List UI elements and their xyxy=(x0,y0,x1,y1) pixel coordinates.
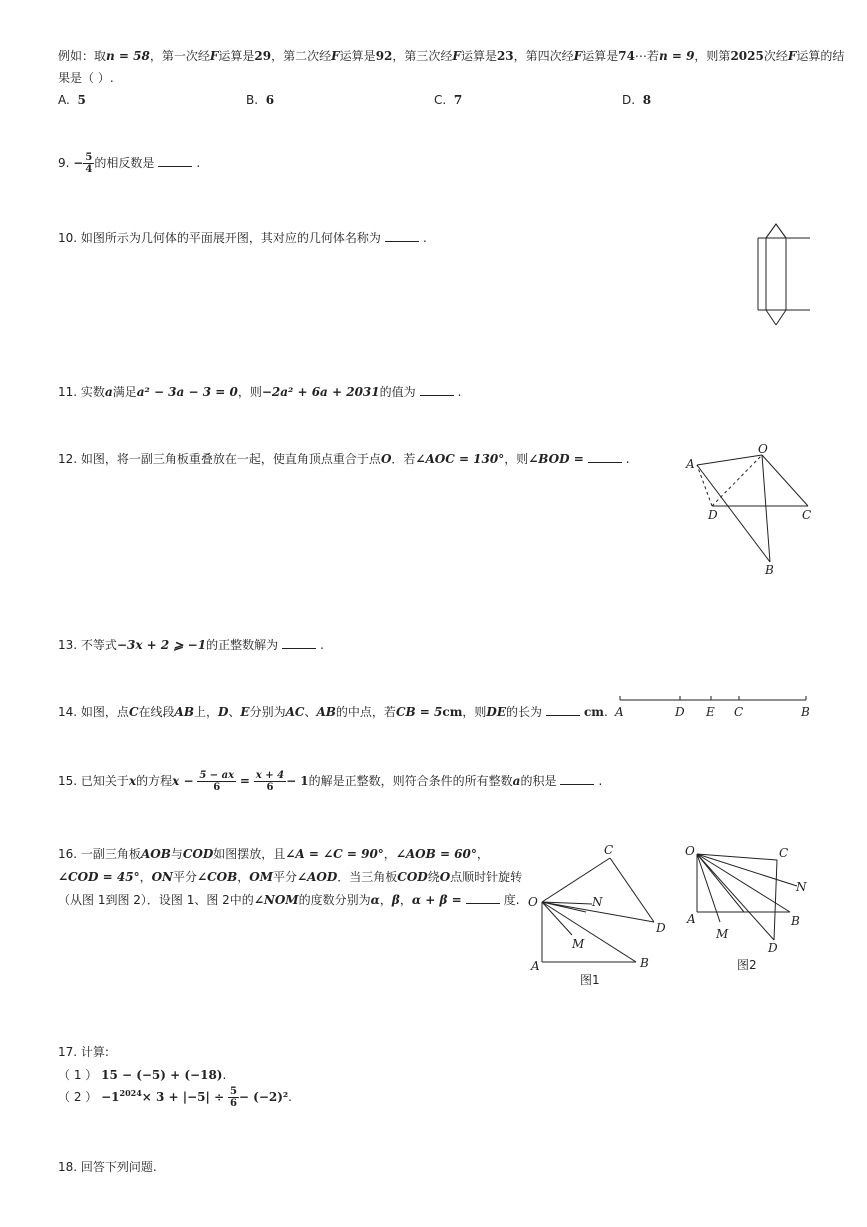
question-15 xyxy=(58,770,602,793)
math: AOB xyxy=(140,847,171,861)
text: . xyxy=(625,452,630,466)
question-17-part2 xyxy=(58,1086,292,1109)
math: ∠COB xyxy=(197,870,238,884)
label-E: E xyxy=(706,705,715,719)
text: ， xyxy=(383,847,396,861)
math: ∠AOD xyxy=(297,870,338,884)
math: × 3 + |−5| ÷ xyxy=(141,1090,225,1104)
math: AB xyxy=(316,705,336,719)
fraction-numerator: 5 xyxy=(229,1086,237,1097)
text: 运算是 xyxy=(582,49,619,63)
math: a xyxy=(104,385,113,399)
option-label: C. xyxy=(434,93,447,107)
ray-extra xyxy=(697,854,744,912)
option-value: 6 xyxy=(265,93,275,107)
text: 回答下列问题. xyxy=(80,1160,157,1174)
figure-2 xyxy=(682,838,814,976)
text: 的方程 xyxy=(136,774,173,788)
text: ，第四次经 xyxy=(513,49,574,63)
question-number: 9. xyxy=(58,156,70,170)
question-14 xyxy=(58,703,608,720)
text: 如图，将一副三角板重叠放在一起，使直角顶点重合于点 xyxy=(80,452,381,466)
math: x xyxy=(128,774,137,788)
part-label: （ 2 ） xyxy=(58,1090,98,1104)
text: 不等式 xyxy=(80,638,117,652)
segment-OC xyxy=(697,854,777,860)
q8-line2: 果是（ ）. xyxy=(58,71,114,85)
math: F xyxy=(787,49,797,63)
label-B: B xyxy=(640,956,649,970)
math: ∠BOD = xyxy=(528,452,584,466)
segment-DA-dashed xyxy=(697,465,712,506)
text: 运算的结 xyxy=(796,49,845,63)
math: − xyxy=(73,156,84,170)
label-B: B xyxy=(801,705,810,719)
math: 15 − (−5) + (−18) xyxy=(101,1068,223,1082)
question-10 xyxy=(58,229,427,246)
fraction-numerator: 5 xyxy=(85,152,93,163)
math: 29 xyxy=(254,49,272,63)
math: OM xyxy=(249,870,273,884)
question-number: 11. xyxy=(58,385,78,399)
text: 实数 xyxy=(80,385,105,399)
fraction-numerator: 5 − ax xyxy=(199,770,235,781)
math: x − xyxy=(172,774,194,788)
math: COD xyxy=(397,870,428,884)
text: 平分 xyxy=(173,870,198,884)
option-label: B. xyxy=(246,93,259,107)
math: n = 9 xyxy=(658,49,695,63)
unit: cm xyxy=(584,705,605,719)
label-B: B xyxy=(765,563,774,577)
label-M: M xyxy=(716,927,729,941)
math: F xyxy=(573,49,583,63)
answer-blank[interactable] xyxy=(560,774,594,785)
answer-blank[interactable] xyxy=(158,156,192,167)
text: 的长为 xyxy=(505,705,542,719)
fraction xyxy=(254,770,286,793)
text: ， xyxy=(139,870,152,884)
fraction xyxy=(197,770,236,793)
net-edge xyxy=(766,310,776,325)
net-edge xyxy=(776,310,786,325)
text: . xyxy=(196,156,201,170)
math: a² − 3a − 3 = 0 xyxy=(136,385,238,399)
text: ，第二次经 xyxy=(271,49,332,63)
math: α xyxy=(370,893,380,907)
text: 运算是 xyxy=(218,49,255,63)
math: ∠AOC = 130° xyxy=(415,452,505,466)
net-top-triangle xyxy=(766,224,786,238)
label-B: B xyxy=(791,914,800,928)
text: 次经 xyxy=(763,49,788,63)
text: . xyxy=(422,231,427,245)
text: 的中点，若 xyxy=(335,705,396,719)
text: . xyxy=(222,1068,227,1082)
text: . xyxy=(320,638,324,652)
text: 计算: xyxy=(80,1045,109,1059)
text: 点顺时针旋转 xyxy=(450,870,523,884)
exponent: 2024 xyxy=(119,1088,142,1098)
text: 度. xyxy=(503,893,520,907)
math: 23 xyxy=(496,49,514,63)
segment-CD xyxy=(774,860,777,940)
part-label: （ 1 ） xyxy=(58,1068,98,1082)
math: O xyxy=(380,452,392,466)
text: 的解是正整数，则符合条件的所有整数 xyxy=(308,774,513,788)
text: 在线段 xyxy=(138,705,175,719)
label-M: M xyxy=(572,937,585,951)
unit: cm xyxy=(442,705,463,719)
text: 例如：取 xyxy=(58,49,107,63)
text: 如图，点 xyxy=(80,705,129,719)
question-number: 12. xyxy=(58,452,78,466)
answer-blank[interactable] xyxy=(385,231,419,242)
label-D: D xyxy=(768,941,778,955)
question-number: 16. xyxy=(58,847,78,861)
text: 的积是 xyxy=(520,774,557,788)
text: ，第一次经 xyxy=(149,49,210,63)
text: 的正整数解为 xyxy=(206,638,279,652)
text: ．当三角板 xyxy=(337,870,398,884)
label-C: C xyxy=(734,705,744,719)
question-16-line1 xyxy=(58,845,489,862)
label-D: D xyxy=(675,705,685,719)
text: 一副三角板 xyxy=(80,847,141,861)
question-16-line2 xyxy=(58,868,522,885)
segment-OB xyxy=(542,902,636,962)
option-c[interactable] xyxy=(434,93,462,107)
math: E xyxy=(240,705,250,719)
option-label: A. xyxy=(58,93,70,107)
math: −3x + 2 ⩾ −1 xyxy=(116,638,207,652)
text: 与 xyxy=(170,847,183,861)
label-N: N xyxy=(592,895,603,909)
text: 满足 xyxy=(112,385,137,399)
text: 、 xyxy=(304,705,317,719)
math: COD xyxy=(182,847,214,861)
math: −2a² + 6a + 2031 xyxy=(261,385,380,399)
text: 的相反数是 xyxy=(94,156,155,170)
text: ，则第 xyxy=(694,49,731,63)
q8-line1 xyxy=(58,47,844,64)
text: . xyxy=(288,1090,292,1104)
text: 绕 xyxy=(427,870,440,884)
question-16-line3 xyxy=(58,891,520,908)
math: n = 58 xyxy=(106,49,150,63)
math: ∠A = ∠C = 90° xyxy=(285,847,384,861)
math: AB xyxy=(174,705,194,719)
text: . xyxy=(457,385,462,399)
triangle-overlap-figure xyxy=(682,440,814,580)
question-17-part1 xyxy=(58,1066,226,1083)
text: 的度数分别为 xyxy=(298,893,371,907)
fraction xyxy=(228,1086,239,1109)
math: O xyxy=(439,870,451,884)
fraction xyxy=(83,152,94,175)
net-edge xyxy=(776,224,786,238)
math: DE xyxy=(486,705,506,719)
answer-blank[interactable] xyxy=(466,893,500,904)
option-a[interactable] xyxy=(58,93,86,107)
label-N: N xyxy=(796,880,807,894)
math: C xyxy=(128,705,139,719)
text: ⋯若 xyxy=(634,49,659,63)
question-number: 10. xyxy=(58,231,78,245)
text: 、 xyxy=(228,705,241,719)
math: a xyxy=(512,774,521,788)
figure-1-caption: 图1 xyxy=(580,973,600,987)
math: 92 xyxy=(375,49,393,63)
math: AC xyxy=(285,705,305,719)
question-18 xyxy=(58,1158,157,1175)
label-A: A xyxy=(686,457,695,471)
answer-blank[interactable] xyxy=(420,385,454,396)
text: ， xyxy=(237,870,250,884)
math: F xyxy=(331,49,340,63)
text: （从图 1到图 2）．设图 1、图 2中的 xyxy=(58,893,254,907)
option-label: D. xyxy=(622,93,636,107)
math: − (−2)² xyxy=(238,1090,289,1104)
text: 上， xyxy=(193,705,218,719)
math: ON xyxy=(151,870,174,884)
math: D xyxy=(217,705,229,719)
label-O: O xyxy=(685,844,695,858)
option-value: 7 xyxy=(453,93,463,107)
text: ，则 xyxy=(237,385,262,399)
question-number: 14. xyxy=(58,705,78,719)
answer-blank[interactable] xyxy=(588,452,622,463)
math: β xyxy=(391,893,400,907)
math: CB = 5 xyxy=(395,705,443,719)
net-edge xyxy=(766,224,776,238)
segment-OB xyxy=(762,455,770,562)
label-C: C xyxy=(802,508,812,522)
text: ， xyxy=(476,847,489,861)
question-13 xyxy=(58,636,324,653)
segment-OD xyxy=(697,854,774,940)
math: 74 xyxy=(618,49,635,63)
question-number: 13. xyxy=(58,638,78,652)
label-C: C xyxy=(779,846,789,860)
math: F xyxy=(452,49,461,63)
text: 如图摆放，且 xyxy=(213,847,286,861)
text: 平分 xyxy=(273,870,298,884)
text: ，第三次经 xyxy=(392,49,453,63)
text: 已知关于 xyxy=(80,774,129,788)
text: ， xyxy=(399,893,412,907)
fraction-denominator: 6 xyxy=(266,782,274,793)
label-C: C xyxy=(604,843,614,857)
math: ∠AOB = 60° xyxy=(395,847,477,861)
figure-1 xyxy=(524,842,674,990)
text: . xyxy=(604,705,608,719)
answer-blank[interactable] xyxy=(282,638,316,649)
option-value: 5 xyxy=(77,93,86,107)
question-11 xyxy=(58,383,461,400)
prism-net-figure xyxy=(754,218,814,330)
math: −1 xyxy=(101,1090,120,1104)
math: ∠NOM xyxy=(253,893,299,907)
option-d[interactable] xyxy=(622,93,651,107)
math: 2025 xyxy=(730,49,764,63)
math: ∠COD = 45° xyxy=(58,870,140,884)
label-D: D xyxy=(656,921,666,935)
segment-AO xyxy=(697,455,762,465)
question-number: 17. xyxy=(58,1045,78,1059)
text: ．若 xyxy=(391,452,416,466)
math: F xyxy=(209,49,219,63)
fraction-denominator: 4 xyxy=(85,164,93,175)
text: 的值为 xyxy=(379,385,416,399)
text: ， xyxy=(379,893,392,907)
label-D: D xyxy=(708,508,718,522)
question-12 xyxy=(58,450,630,467)
text: 运算是 xyxy=(460,49,497,63)
answer-blank[interactable] xyxy=(546,705,580,716)
option-b[interactable] xyxy=(246,93,274,107)
text: . xyxy=(598,774,603,788)
math: − 1 xyxy=(286,774,309,788)
math: α + β = xyxy=(411,893,462,907)
text: ，则 xyxy=(462,705,487,719)
label-A: A xyxy=(615,705,624,719)
segment-OC xyxy=(762,455,808,506)
label-O: O xyxy=(528,895,538,909)
question-number: 18. xyxy=(58,1160,78,1174)
text: 如图所示为几何体的平面展开图，其对应的几何体名称为 xyxy=(80,231,381,245)
label-A: A xyxy=(531,959,540,973)
label-O: O xyxy=(758,442,768,456)
question-9 xyxy=(58,152,200,175)
fraction-denominator: 6 xyxy=(229,1098,237,1109)
math: = xyxy=(239,774,250,788)
fraction-numerator: x + 4 xyxy=(255,770,285,781)
text: 运算是 xyxy=(339,49,376,63)
segment-figure xyxy=(610,692,815,720)
text: ，则 xyxy=(504,452,529,466)
text: 分别为 xyxy=(249,705,286,719)
figure-2-caption: 图2 xyxy=(737,958,757,972)
option-value: 8 xyxy=(642,93,652,107)
question-number: 15. xyxy=(58,774,78,788)
segment-CD xyxy=(610,858,654,922)
segment-DO-dashed xyxy=(712,455,762,506)
label-A: A xyxy=(687,912,696,926)
fraction-denominator: 6 xyxy=(213,782,221,793)
question-17 xyxy=(58,1043,109,1060)
